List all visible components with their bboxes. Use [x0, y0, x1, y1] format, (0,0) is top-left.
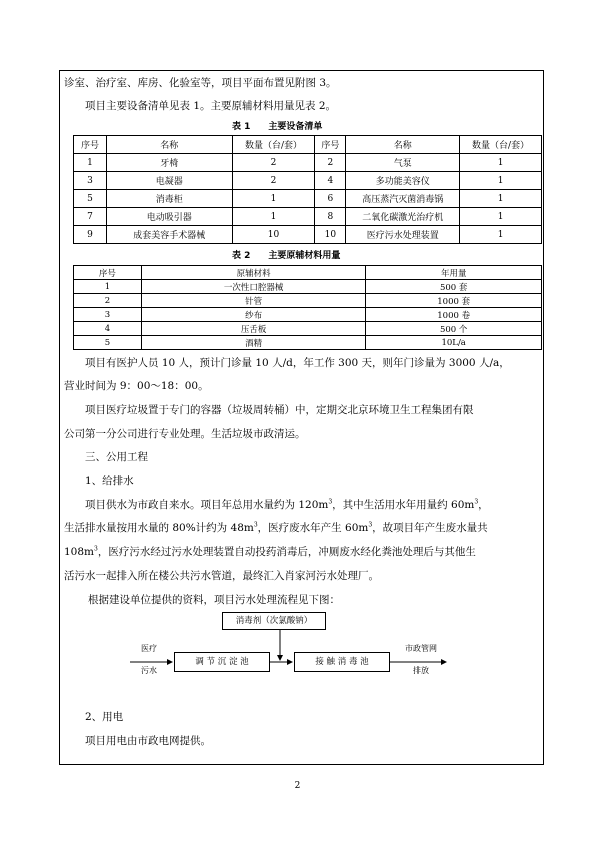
- table-cell: 1: [232, 208, 315, 226]
- table-cell: 酒精: [141, 336, 366, 350]
- subheading-water: 1、给排水: [85, 475, 134, 487]
- table-cell: 2: [315, 154, 346, 172]
- table2-caption: 表 2 主要原辅材料用量: [232, 251, 341, 261]
- water-line-1: 项目供水为市政自来水。项目年总用水量约为 $120m^3$，其中生活用水年用量约 $60m^3$，: [85, 498, 489, 511]
- section-heading-utilities: 三、公用工程: [85, 451, 148, 463]
- table-cell: 纱布: [141, 308, 366, 322]
- table-cell: 500 套: [366, 280, 542, 294]
- table-cell: 2: [74, 294, 142, 308]
- table-cell: 10L/a: [366, 336, 542, 350]
- table-cell: 电凝器: [106, 172, 232, 190]
- output-label-top: 市政管网: [405, 644, 437, 653]
- table-cell: 牙椅: [106, 154, 232, 172]
- staff-line-2: 营业时间为 9：00～18：00。: [64, 380, 209, 392]
- col-header: 序号: [315, 136, 346, 154]
- table-cell: 气泵: [346, 154, 460, 172]
- table-cell: 9: [74, 226, 107, 244]
- col-header: 序号: [74, 136, 107, 154]
- table-cell: 1000 套: [366, 294, 542, 308]
- table-cell: 1: [232, 190, 315, 208]
- staff-line-1: 项目有医护人员 10 人，预计门诊量 10 人/d，年工作 300 天，则年门诊量为 3000 人/a，: [85, 357, 510, 369]
- page-number: 2: [294, 781, 301, 791]
- table-cell: 针管: [141, 294, 366, 308]
- col-header: 名称: [346, 136, 460, 154]
- intro-line-2: 项目主要设备清单见表 1。主要原辅材料用量见表 2。: [85, 100, 337, 112]
- table-cell: 7: [74, 208, 107, 226]
- subheading-electricity: 2、用电: [85, 711, 124, 723]
- water-line-2: 生活排水量按用水量的 80%计约为 $48m^3$，医疗废水年产生 $60m^3$，故项目年产生废水量共: [64, 521, 488, 534]
- table-cell: 10: [232, 226, 315, 244]
- table-cell: 500 个: [366, 322, 542, 336]
- table-cell: 4: [74, 322, 142, 336]
- table-cell: 1: [74, 154, 107, 172]
- table-cell: 二氧化碳激光治疗机: [346, 208, 460, 226]
- table-cell: 1: [460, 154, 542, 172]
- waste-line-2: 公司第一分公司进行专业处理。生活垃圾市政清运。: [64, 428, 306, 440]
- table-cell: 电动吸引器: [106, 208, 232, 226]
- input-label-top: 医疗: [141, 644, 157, 653]
- col-header: 名称: [106, 136, 232, 154]
- disinfectant-box: 消毒剂（次氯酸钠）: [222, 612, 326, 630]
- table-cell: 医疗污水处理装置: [346, 226, 460, 244]
- table-cell: 一次性口腔器械: [141, 280, 366, 294]
- table-cell: 消毒柜: [106, 190, 232, 208]
- table-cell: 6: [315, 190, 346, 208]
- table-cell: 3: [74, 172, 107, 190]
- table-cell: 1: [460, 226, 542, 244]
- settling-tank-box: 调 节 沉 淀 池: [174, 652, 270, 672]
- table-cell: 2: [232, 172, 315, 190]
- output-label-bottom: 排放: [413, 666, 429, 675]
- water-line-4: 活污水一起排入所在楼公共污水管道，最终汇入肖家河污水处理厂。: [64, 570, 379, 582]
- table-cell: 4: [315, 172, 346, 190]
- contact-disinfection-box: 接 触 消 毒 池: [294, 652, 390, 672]
- col-header: 数量（台/套）: [232, 136, 315, 154]
- table-cell: 1: [460, 208, 542, 226]
- table-cell: 压舌板: [141, 322, 366, 336]
- col-header: 序号: [74, 266, 142, 280]
- waste-line-1: 项目医疗垃圾置于专门的容器（垃圾周转桶）中，定期交北京环境卫生工程集团有限: [85, 404, 474, 416]
- col-header: 年用量: [366, 266, 542, 280]
- flow-intro: 根据建设单位提供的资料，项目污水处理流程见下图：: [88, 594, 340, 606]
- table-cell: 高压蒸汽灭菌消毒锅: [346, 190, 460, 208]
- table-cell: 多功能美容仪: [346, 172, 460, 190]
- intro-line-1: 诊室、治疗室、库房、化验室等，项目平面布置见附图 3。: [64, 77, 337, 89]
- table-cell: 1: [74, 280, 142, 294]
- table-cell: 成套美容手术器械: [106, 226, 232, 244]
- table-cell: 1000 卷: [366, 308, 542, 322]
- table-cell: 10: [315, 226, 346, 244]
- input-label-bottom: 污水: [141, 666, 157, 675]
- table-cell: 3: [74, 308, 142, 322]
- table-cell: 1: [460, 172, 542, 190]
- table-cell: 2: [232, 154, 315, 172]
- table-cell: 1: [460, 190, 542, 208]
- col-header: 原辅材料: [141, 266, 366, 280]
- table-cell: 5: [74, 336, 142, 350]
- table1-caption: 表 1 主要设备清单: [232, 122, 323, 132]
- water-line-3: $108m^3$，医疗污水经过污水处理装置自动投药消毒后，冲厕废水经化粪池处理后与其他生: [64, 545, 476, 558]
- table-cell: 5: [74, 190, 107, 208]
- col-header: 数量（台/套）: [460, 136, 542, 154]
- table-cell: 8: [315, 208, 346, 226]
- electricity-line: 项目用电由市政电网提供。: [85, 735, 211, 747]
